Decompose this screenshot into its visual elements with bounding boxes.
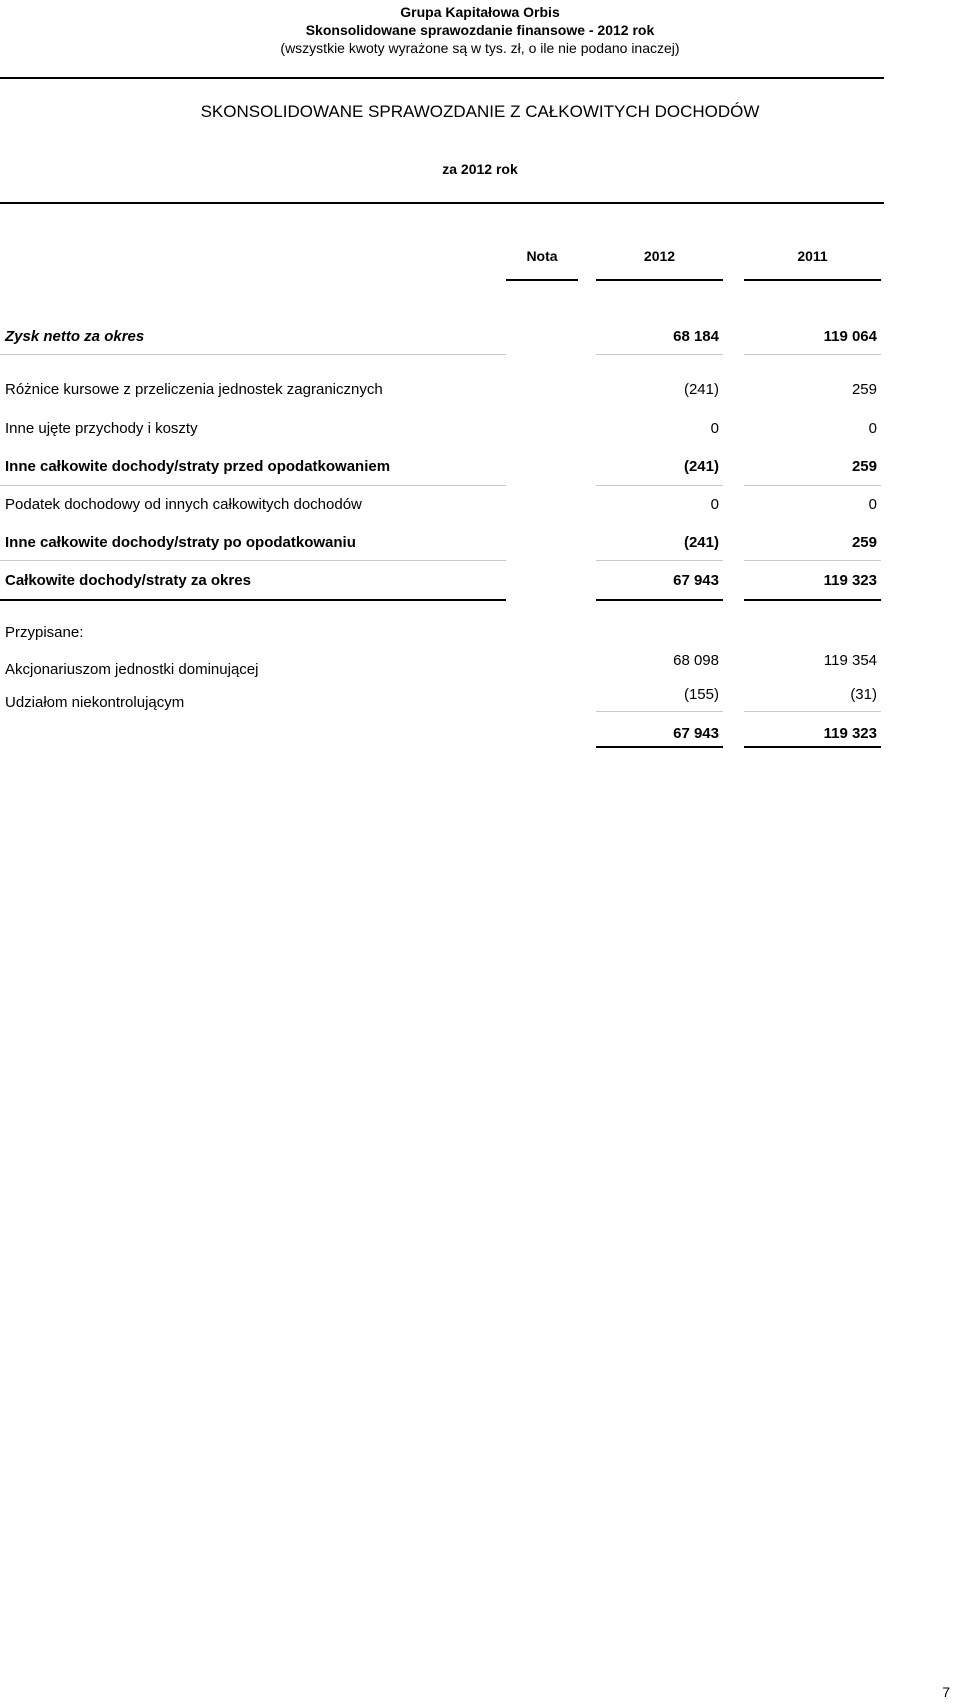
title-divider <box>0 202 884 204</box>
row-income-tax-2012: 0 <box>710 496 719 513</box>
attributable-nci-2012: (155) <box>683 686 719 703</box>
row-oci-before-tax-2012: (241) <box>683 458 719 475</box>
attributable-heading: Przypisane: <box>5 624 84 641</box>
currency-note: (wszystkie kwoty wyrażone są w tys. zł, o ile nie podano inaczej) <box>280 40 680 56</box>
row-income-tax-2011: 0 <box>868 496 877 513</box>
row-other-income-2011: 0 <box>868 420 877 437</box>
row-income-tax-label: Podatek dochodowy od innych całkowitych dochodów <box>5 496 362 513</box>
row-divider <box>744 560 881 561</box>
report-name: Skonsolidowane sprawozdanie finansowe - 2012 rok <box>305 22 655 38</box>
col-header-2012: 2012 <box>643 248 676 264</box>
row-divider <box>744 354 881 355</box>
row-oci-before-tax-2011: 259 <box>851 458 877 475</box>
row-oci-after-tax-label: Inne całkowite dochody/straty po opodatkowaniu <box>5 534 356 551</box>
attributable-total-2011: 119 323 <box>823 725 877 742</box>
row-oci-before-tax-label: Inne całkowite dochody/straty przed opodatkowaniem <box>5 458 391 475</box>
total-underline <box>0 599 506 601</box>
attributable-total-underline <box>744 746 881 748</box>
row-net-profit-2012: 68 184 <box>673 328 719 345</box>
attributable-parent-label: Akcjonariuszom jednostki dominującej <box>5 661 259 678</box>
attributable-total-2012: 67 943 <box>673 725 719 742</box>
total-underline <box>744 599 881 601</box>
row-fx-differences-2011: 259 <box>851 381 877 398</box>
subtotal-divider <box>744 711 881 712</box>
row-oci-after-tax-2012: (241) <box>683 534 719 551</box>
col-header-note: Nota <box>526 248 558 264</box>
statement-period: za 2012 rok <box>442 161 518 177</box>
col-header-2011: 2011 <box>797 248 828 264</box>
row-divider <box>596 560 723 561</box>
row-total-comprehensive-2012: 67 943 <box>673 572 719 589</box>
attributable-parent-2012: 68 098 <box>673 652 719 669</box>
row-divider <box>0 485 506 486</box>
row-divider <box>0 560 506 561</box>
row-net-profit-label: Zysk netto za okres <box>5 328 145 345</box>
row-divider <box>744 485 881 486</box>
col-2011-underline <box>744 279 881 281</box>
row-other-income-2012: 0 <box>710 420 719 437</box>
total-underline <box>596 599 723 601</box>
company-name: Grupa Kapitałowa Orbis <box>400 4 560 20</box>
page-number: 7 <box>942 1684 950 1700</box>
row-fx-differences-2012: (241) <box>683 381 719 398</box>
col-2012-underline <box>596 279 723 281</box>
attributable-nci-2011: (31) <box>850 686 877 703</box>
col-note-underline <box>506 279 578 281</box>
attributable-nci-label: Udziałom niekontrolującym <box>5 694 185 711</box>
row-other-income-label: Inne ujęte przychody i koszty <box>5 420 198 437</box>
row-fx-differences-label: Różnice kursowe z przeliczenia jednostek zagranicznych <box>5 381 383 398</box>
attributable-parent-2011: 119 354 <box>823 652 877 669</box>
row-oci-after-tax-2011: 259 <box>851 534 877 551</box>
header-divider <box>0 77 884 79</box>
row-divider <box>596 485 723 486</box>
row-total-comprehensive-2011: 119 323 <box>823 572 877 589</box>
statement-title: SKONSOLIDOWANE SPRAWOZDANIE Z CAŁKOWITYCH DOCHODÓW <box>200 102 760 121</box>
row-divider <box>596 354 723 355</box>
row-total-comprehensive-label: Całkowite dochody/straty za okres <box>5 572 251 589</box>
attributable-total-underline <box>596 746 723 748</box>
subtotal-divider <box>596 711 723 712</box>
row-divider <box>0 354 506 355</box>
row-net-profit-2011: 119 064 <box>823 328 877 345</box>
